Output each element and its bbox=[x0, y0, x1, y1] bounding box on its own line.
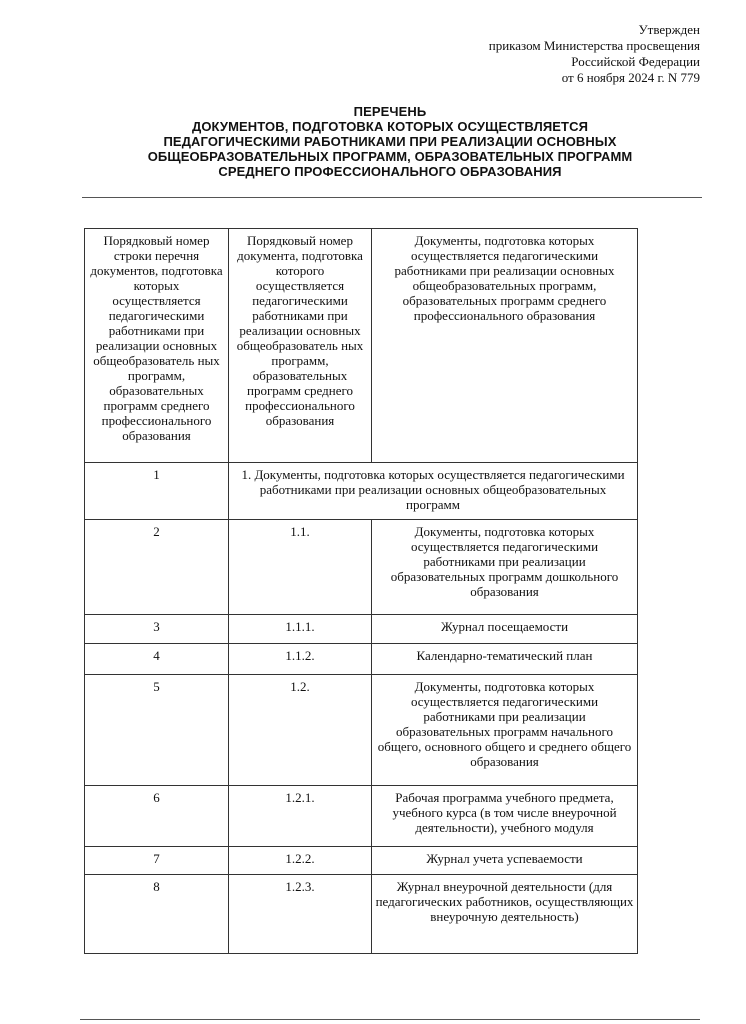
document-name: Документы, подготовка которых осуществляется педагогическими работниками при реализации образовательных программ дошкольного образования bbox=[372, 520, 638, 615]
title-line: ПЕРЕЧЕНЬ bbox=[353, 104, 427, 119]
document-code: 1.2.1. bbox=[229, 786, 372, 847]
table-row bbox=[85, 520, 638, 615]
table-row bbox=[85, 675, 638, 786]
table-row bbox=[85, 615, 638, 644]
table-row bbox=[85, 786, 638, 847]
document-code: 1.1.1. bbox=[229, 615, 372, 644]
title-line: ПЕДАГОГИЧЕСКИМИ РАБОТНИКАМИ ПРИ РЕАЛИЗАЦИИ ОСНОВНЫХ bbox=[163, 134, 617, 149]
approval-line: Российской Федерации bbox=[571, 54, 700, 69]
document-title bbox=[60, 104, 720, 179]
document-name: Документы, подготовка которых осуществляется педагогическими работниками при реализации образовательных программ начального общего, основного общего и среднего общего образования bbox=[372, 675, 638, 786]
approval-line: приказом Министерства просвещения bbox=[488, 38, 700, 53]
document-code: 1.2.3. bbox=[229, 875, 372, 954]
document-code: 1.1.2. bbox=[229, 644, 372, 675]
table-row bbox=[85, 644, 638, 675]
approval-line: Утвержден bbox=[638, 22, 700, 37]
document-name: Журнал учета успеваемости bbox=[372, 847, 638, 875]
table-row bbox=[85, 875, 638, 954]
header-row-number: Порядковый номер строки перечня документов, подготовка которых осуществляется педагогическими работниками при реализации основных общеобразователь ных программ, образовательных программ среднего профессионального образования bbox=[85, 229, 229, 463]
row-number: 8 bbox=[85, 875, 229, 954]
document-name: Журнал внеурочной деятельности (для педагогических работников, осуществляющих внеурочную деятельность) bbox=[372, 875, 638, 954]
table-row bbox=[85, 847, 638, 875]
bottom-divider bbox=[80, 1019, 700, 1020]
table-section-row bbox=[85, 463, 638, 520]
header-documents: Документы, подготовка которых осуществляется педагогическими работниками при реализации основных общеобразовательных программ, образовательных программ среднего профессионального образования bbox=[372, 229, 638, 463]
document-name: Календарно-тематический план bbox=[372, 644, 638, 675]
section-title: 1. Документы, подготовка которых осуществляется педагогическими работниками при реализации основных общеобразовательных программ bbox=[229, 463, 638, 520]
title-line: ОБЩЕОБРАЗОВАТЕЛЬНЫХ ПРОГРАММ, ОБРАЗОВАТЕЛЬНЫХ ПРОГРАММ bbox=[147, 149, 633, 164]
documents-table bbox=[84, 228, 638, 954]
row-number: 2 bbox=[85, 520, 229, 615]
document-name: Журнал посещаемости bbox=[372, 615, 638, 644]
table-header-row bbox=[85, 229, 638, 463]
document-code: 1.2.2. bbox=[229, 847, 372, 875]
approval-date-line: от 6 ноября 2024 г. N 779 bbox=[561, 70, 700, 85]
document-code: 1.2. bbox=[229, 675, 372, 786]
title-line: СРЕДНЕГО ПРОФЕССИОНАЛЬНОГО ОБРАЗОВАНИЯ bbox=[218, 164, 562, 179]
document-name: Рабочая программа учебного предмета, учебного курса (в том числе внеурочной деятельности), учебного модуля bbox=[372, 786, 638, 847]
row-number: 4 bbox=[85, 644, 229, 675]
row-number: 6 bbox=[85, 786, 229, 847]
row-number: 5 bbox=[85, 675, 229, 786]
header-document-number: Порядковый номер документа, подготовка которого осуществляется педагогическими работниками при реализации основных общеобразователь ных программ, образовательных программ среднего профессионального образования bbox=[229, 229, 372, 463]
title-line: ДОКУМЕНТОВ, ПОДГОТОВКА КОТОРЫХ ОСУЩЕСТВЛЯЕТСЯ bbox=[191, 119, 589, 134]
document-code: 1.1. bbox=[229, 520, 372, 615]
row-number: 1 bbox=[85, 463, 229, 520]
top-divider bbox=[82, 197, 702, 198]
row-number: 3 bbox=[85, 615, 229, 644]
approval-block bbox=[489, 22, 700, 86]
row-number: 7 bbox=[85, 847, 229, 875]
